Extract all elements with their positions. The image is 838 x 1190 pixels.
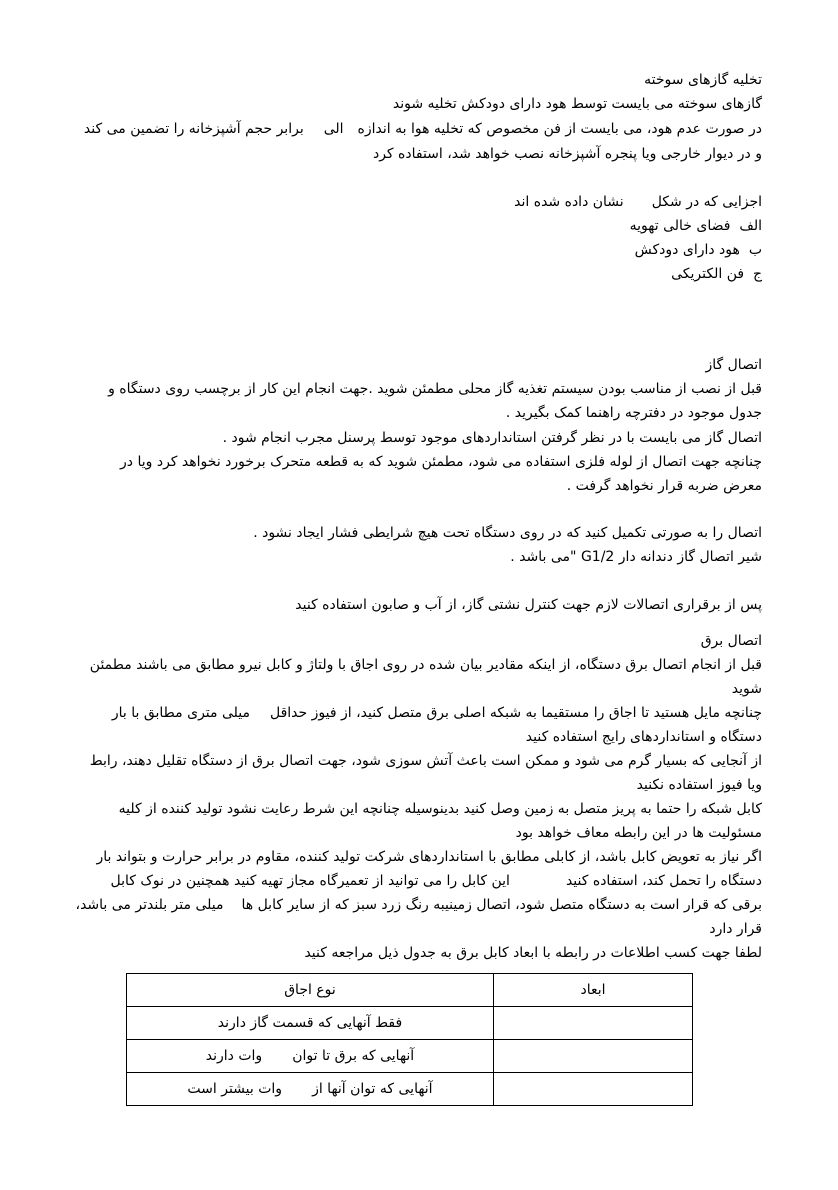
exhaust-line-1: گازهای سوخته می بایست توسط هود دارای دودکش تخلیه شوند xyxy=(392,96,762,112)
exhaust-line-2-a: در صورت عدم هود، می بایست از فن مخصوص که تخلیه هوا به اندازه xyxy=(357,121,762,137)
header-dimensions: ابعاد xyxy=(494,974,693,1007)
parts-intro xyxy=(514,193,762,211)
electric-e5-d: قرار دارد xyxy=(709,921,762,937)
table-row xyxy=(127,1040,693,1073)
electric-e3-b: ویا فیوز استفاده نکنید xyxy=(636,777,762,793)
gas-p5-b: "می باشد . xyxy=(510,549,577,565)
parts-item xyxy=(635,241,762,259)
electric-e5-b-2: این کابل را می توانید از تعمیرگاه مجاز تهیه کنید همچنین در نوک کابل xyxy=(110,873,510,889)
exhaust-line-2 xyxy=(84,120,762,138)
electric-e5-b xyxy=(111,872,763,890)
gas-p5 xyxy=(510,548,762,566)
parts-item xyxy=(671,265,762,283)
cable-dimensions-table xyxy=(126,973,693,1106)
parts-item-letter: ب xyxy=(748,242,762,258)
electric-e2-b: دستگاه و استانداردهای رایج استفاده کنید xyxy=(525,729,762,745)
electric-title: اتصال برق xyxy=(700,633,762,649)
parts-item xyxy=(630,217,762,235)
cooker-type-cell xyxy=(127,1073,494,1106)
electric-e6: لطفا جهت کسب اطلاعات در رابطه با ابعاد کابل برق به جدول ذیل مراجعه کنید xyxy=(304,945,762,961)
table-row xyxy=(127,1073,693,1106)
parts-intro-a: اجزایی که در شکل xyxy=(651,194,762,210)
exhaust-line-3: و در دیوار خارجی ویا پنجره آشپزخانه نصب خواهد شد، استفاده کرد xyxy=(372,146,762,162)
exhaust-title: تخلیه گازهای سوخته xyxy=(644,72,762,88)
parts-item-text: هود دارای دودکش xyxy=(634,242,740,258)
electric-e5-b-1: دستگاه را تحمل کند، استفاده کنید xyxy=(565,873,762,889)
parts-item-text: فن الکتریکی xyxy=(671,266,745,282)
gas-p3-a: چنانچه جهت اتصال از لوله فلزی استفاده می شود، مطمئن شوید که به قطعه متحرک برخورد نخواهد کرد ویا در xyxy=(120,454,762,470)
cooker-type-cell xyxy=(127,1007,494,1040)
dimension-cell xyxy=(494,1073,693,1106)
cooker-type-text: آنهایی که برق تا توان xyxy=(292,1048,415,1064)
header-cooker-type: نوع اجاق xyxy=(127,974,494,1007)
electric-e2-a xyxy=(112,704,762,722)
gas-title: اتصال گاز xyxy=(705,357,762,373)
gas-p5-a: شیر اتصال گاز دندانه دار xyxy=(618,549,762,565)
electric-e1-a: قبل از انجام اتصال برق دستگاه، از اینکه مقادیر بیان شده در روی اجاق با ولتاژ و کابل نیرو مطابق می باشند مطمئن xyxy=(89,657,762,673)
table-header-row xyxy=(127,974,693,1007)
gas-p1-a: قبل از نصب از مناسب بودن سیستم تغذیه گاز محلی مطمئن شوید .جهت انجام این کار از برچسب روی دستگاه و xyxy=(108,381,762,397)
electric-e4-b: مسئولیت ها در این رابطه معاف خواهد بود xyxy=(515,825,762,841)
gas-p1-b: جدول موجود در دفترچه راهنما کمک بگیرید . xyxy=(505,405,762,421)
parts-intro-b: نشان داده شده اند xyxy=(514,194,624,210)
exhaust-line-2-c: برابر حجم آشپزخانه را تضمین می کند xyxy=(83,121,304,137)
gas-p2: اتصال گاز می بایست با در نظر گرفتن استانداردهای موجود توسط پرسنل مجرب انجام شود . xyxy=(222,430,762,446)
cooker-type-cell xyxy=(127,1040,494,1073)
gas-p4: اتصال را به صورتی تکمیل کنید که در روی دستگاه تحت هیچ شرایطی فشار ایجاد نشود . xyxy=(253,525,762,541)
cooker-type-text: آنهایی که توان آنها از xyxy=(312,1081,433,1097)
exhaust-line-2-b: الی xyxy=(323,121,344,137)
parts-item-letter: الف xyxy=(739,218,762,234)
gas-p6: پس از برقراری اتصالات لازم جهت کنترل نشتی گاز، از آب و صابون استفاده کنید xyxy=(295,597,762,613)
electric-e5-a: اگر نیاز به تعویض کابل باشد، از کابلی مطابق با استانداردهای شرکت تولید کننده، مقاوم در برابر حرارت و بتواند بار xyxy=(96,849,762,865)
gas-p3-b: معرض ضربه قرار نخواهد گرفت . xyxy=(566,478,762,494)
parts-item-letter: ج xyxy=(752,266,762,282)
gas-thread-size: G1/2 xyxy=(580,549,615,565)
electric-e2-a-2: میلی متری مطابق با بار xyxy=(111,705,250,721)
cooker-type-text-b: وات دارند xyxy=(205,1048,263,1064)
electric-e5-c-1: برقی که قرار است به دستگاه متصل شود، اتصال زمینیبه رنگ زرد سبز که از سایر کابل ها xyxy=(241,897,762,913)
electric-e4-a: کابل شبکه را حتما به پریز متصل به زمین وصل کنید بدینوسیله چنانچه این شرط رعایت نشود تولید کننده از کلیه xyxy=(118,801,762,817)
electric-e5-c xyxy=(76,896,762,914)
electric-e3-a: از آنجایی که بسیار گرم می شود و ممکن است باعث آتش سوزی شود، جهت اتصال برق از دستگاه تقلیل دهند، رابط xyxy=(89,753,762,769)
cooker-type-text: فقط آنهایی که قسمت گاز دارند xyxy=(217,1015,403,1031)
parts-item-text: فضای خالی تهویه xyxy=(629,218,731,234)
cooker-type-text-b: وات بیشتر است xyxy=(187,1081,283,1097)
table-row xyxy=(127,1007,693,1040)
electric-e2-a-1: چنانچه مایل هستید تا اجاق را مستقیما به شبکه اصلی برق متصل کنید، از فیوز حداقل xyxy=(270,705,762,721)
dimension-cell xyxy=(494,1040,693,1073)
dimension-cell xyxy=(494,1007,693,1040)
electric-e1-b: شوید xyxy=(731,681,762,697)
electric-e5-c-2: میلی متر بلندتر می باشد، xyxy=(75,897,224,913)
